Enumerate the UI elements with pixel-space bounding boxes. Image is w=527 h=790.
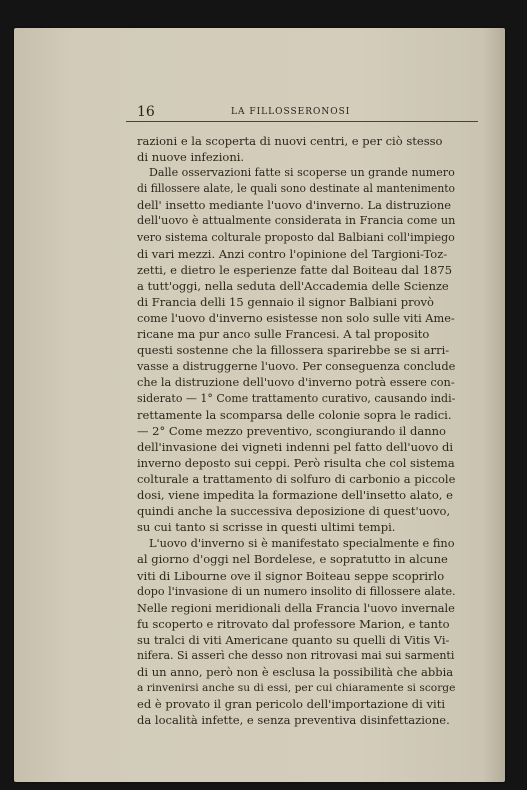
text-line: inverno deposto sui ceppi. Però risulta che col sistema (137, 455, 455, 470)
body-text (137, 133, 457, 728)
text-line: al giorno d'oggi nel Bordelese, e sopratutto in alcune (137, 552, 448, 567)
text-line: zetti, e dietro le esperienze fatte dal Boiteau dal 1875 (137, 262, 453, 277)
text-line: a tutt'oggi, nella seduta dell'Accademia delle Scienze (137, 278, 449, 293)
text-line: — 2° Come mezzo preventivo, scongiurando il danno (137, 423, 446, 438)
text-line: viti di Libourne ove il signor Boiteau seppe scoprirlo (137, 568, 445, 583)
text-line: dosi, viene impedita la formazione dell'insetto alato, e (137, 488, 453, 503)
text-line: rettamente la scomparsa delle colonie sopra le radici. (137, 407, 452, 422)
running-head: LA FILLOSSERONOSI (231, 107, 351, 117)
text-line: su tralci di viti Americane quanto su quelli di Vitis Vi- (137, 632, 450, 647)
text-line: Dalle osservazioni fatte si scoperse un grande numero (149, 166, 455, 180)
text-line: ricane ma pur anco sulle Francesi. A tal proposito (137, 327, 430, 342)
page-header (126, 103, 478, 122)
text-line: di fillossere alate, le quali sono destinate al mantenimento (137, 182, 455, 196)
text-line: nifera. Si asserì che desso non ritrovasi mai sui sarmenti (137, 649, 455, 662)
text-line: fu scoperto e ritrovato dal professore Marion, e tanto (137, 616, 450, 631)
text-line: dell' insetto mediante l'uovo d'inverno. La distruzione (137, 198, 452, 213)
text-line: da località infette, e senza preventiva disinfettazione. (137, 713, 450, 728)
text-line: che la distruzione dell'uovo d'inverno potrà essere con- (137, 375, 455, 390)
text-line: dopo l'invasione di un numero insolito di fillossere alate. (137, 584, 456, 598)
text-line: siderato — 1° Come trattamento curativo, causando indi- (137, 391, 456, 405)
text-line: di nuove infezioni. (137, 150, 245, 165)
text-line: come l'uovo d'inverno esistesse non solo sulle viti Ame- (137, 311, 455, 326)
text-line: dell'invasione dei vigneti indenni pel fatto dell'uovo di (137, 439, 454, 454)
text-line: colturale a trattamento di solfuro di carbonio a piccole (137, 471, 456, 486)
text-line: razioni e la scoperta di nuovi centri, e per ciò stesso (137, 134, 443, 148)
text-line: ed è provato il gran pericolo dell'importazione di viti (137, 697, 446, 712)
text-line: L'uovo d'inverno si è manifestato specialmente e fino (149, 536, 455, 551)
text-line: Nelle regioni meridionali della Francia l'uovo invernale (137, 600, 455, 615)
text-line: a rinvenirsi anche su di essi, per cui chiaramente si scorge (137, 681, 456, 695)
text-line: questi sostenne che la fillossera sparirebbe se si arri- (137, 343, 450, 358)
text-line: vero sistema colturale proposto dal Balbiani coll'impiego (137, 230, 455, 244)
text-line: vasse a distruggerne l'uovo. Per conseguenza conclude (137, 359, 456, 374)
text-line: di Francia delli 15 gennaio il signor Balbiani provò (137, 294, 434, 309)
page-number: 16 (137, 104, 155, 120)
text-line: di un anno, però non è esclusa la possibilità che abbia (137, 665, 454, 680)
text-line: su cui tanto si scrisse in questi ultimi tempi. (137, 520, 396, 535)
text-line: di vari mezzi. Anzi contro l'opinione del Targioni-Toz- (137, 246, 448, 261)
page-edge-shadow (483, 28, 505, 782)
text-line: dell'uovo è attualmente considerata in Francia come un (137, 214, 456, 228)
text-line: quindi anche la successiva deposizione di quest'uovo, (137, 504, 451, 519)
